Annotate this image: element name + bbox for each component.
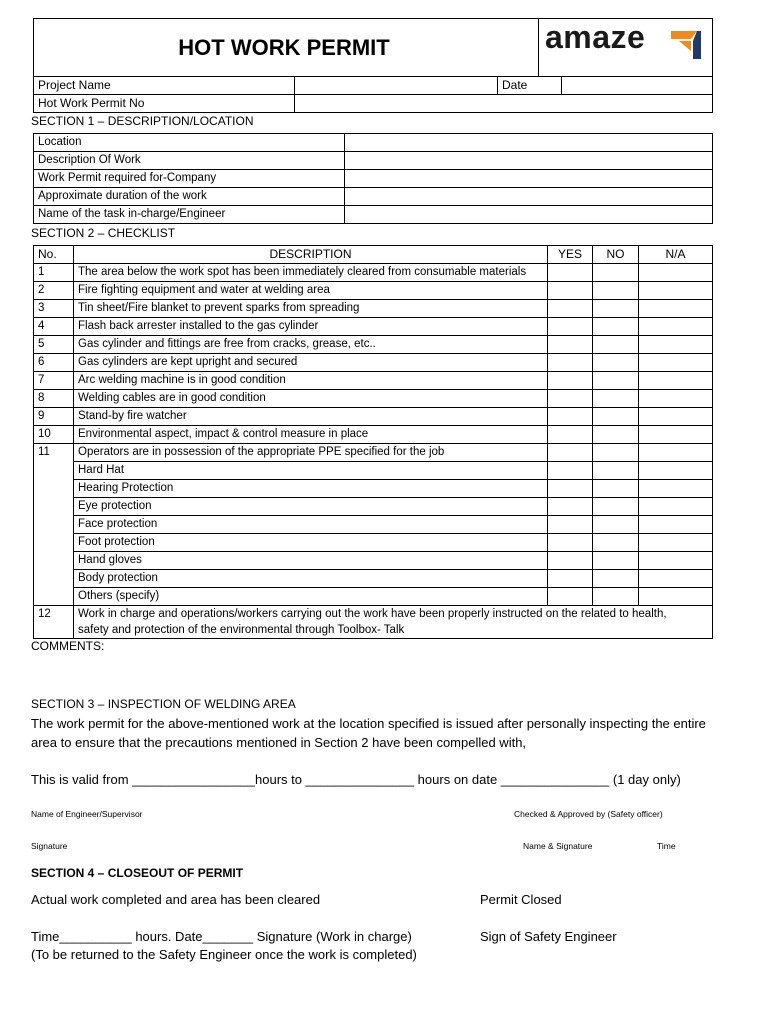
ppe-item: Hard Hat (74, 462, 548, 480)
yes-checkbox[interactable] (548, 300, 593, 318)
na-checkbox[interactable] (639, 498, 713, 516)
item-text: Operators are in possession of the appropriate PPE specified for the job (74, 444, 548, 462)
na-checkbox[interactable] (639, 516, 713, 534)
ppe-row (34, 516, 713, 534)
no-checkbox[interactable] (593, 462, 639, 480)
no-checkbox[interactable] (593, 408, 639, 426)
no-checkbox[interactable] (593, 534, 639, 552)
engineer-supervisor-label: Name of Engineer/Supervisor (31, 809, 143, 819)
logo-mark-icon (669, 27, 703, 61)
checklist-row (34, 408, 713, 426)
checklist-table (33, 245, 713, 639)
permit-closed-label: Permit Closed (480, 892, 562, 907)
yes-checkbox[interactable] (548, 318, 593, 336)
item-text: Welding cables are in good condition (74, 390, 548, 408)
ppe-item: Hand gloves (74, 552, 548, 570)
ppe-item: Hearing Protection (74, 480, 548, 498)
section1-title: SECTION 1 – DESCRIPTION/LOCATION (31, 114, 254, 128)
checklist-row (34, 336, 713, 354)
yes-checkbox[interactable] (548, 498, 593, 516)
na-checkbox[interactable] (639, 444, 713, 462)
checklist-row (34, 444, 713, 462)
na-checkbox[interactable] (639, 534, 713, 552)
ppe-item: Body protection (74, 570, 548, 588)
yes-checkbox[interactable] (548, 264, 593, 282)
header-yes: YES (548, 246, 593, 264)
item-no: 2 (34, 282, 74, 300)
ppe-row (34, 498, 713, 516)
ppe-item: Foot protection (74, 534, 548, 552)
checklist-row (34, 426, 713, 444)
na-checkbox[interactable] (639, 390, 713, 408)
header-description: DESCRIPTION (74, 246, 548, 264)
na-checkbox[interactable] (639, 318, 713, 336)
no-checkbox[interactable] (593, 570, 639, 588)
item-text: Stand-by fire watcher (74, 408, 548, 426)
na-checkbox[interactable] (639, 426, 713, 444)
section1-table (33, 133, 713, 224)
item-text: Gas cylinder and fittings are free from cracks, grease, etc.. (74, 336, 548, 354)
yes-checkbox[interactable] (548, 354, 593, 372)
time-date-signature-line: Time__________ hours. Date_______ Signature (Work in charge) (31, 929, 412, 944)
checklist-row (34, 300, 713, 318)
engineer-label: Name of the task in-charge/Engineer (34, 206, 345, 224)
project-name-field[interactable] (295, 77, 498, 95)
yes-checkbox[interactable] (548, 552, 593, 570)
item-no: 3 (34, 300, 74, 318)
header-title-table (33, 18, 713, 77)
item12-line1: Work in charge and operations/workers carrying out the work have been properly instructed on the related to health, (78, 608, 667, 620)
yes-checkbox[interactable] (548, 282, 593, 300)
header-no-col: NO (593, 246, 639, 264)
ppe-item: Face protection (74, 516, 548, 534)
location-label: Location (34, 134, 345, 152)
item-no: 6 (34, 354, 74, 372)
item-no: 11 (34, 444, 74, 606)
yes-checkbox[interactable] (548, 444, 593, 462)
comments-label: COMMENTS: (31, 639, 105, 653)
yes-checkbox[interactable] (548, 372, 593, 390)
engineer-field[interactable] (345, 206, 713, 224)
section2-title: SECTION 2 – CHECKLIST (31, 226, 176, 240)
ppe-row (34, 480, 713, 498)
na-checkbox[interactable] (639, 372, 713, 390)
approved-by-label: Checked & Approved by (Safety officer) (514, 809, 663, 819)
yes-checkbox[interactable] (548, 408, 593, 426)
section3-para-line1: The work permit for the above-mentioned work at the location specified is issued after personally inspecting the entire (31, 716, 706, 731)
validity-line: This is valid from _________________hours to _______________ hours on date _______________ (1 day only) (31, 772, 681, 787)
item-no: 12 (34, 606, 74, 639)
no-checkbox[interactable] (593, 426, 639, 444)
ppe-row (34, 534, 713, 552)
work-completed-text: Actual work completed and area has been cleared (31, 892, 321, 907)
header-na: N/A (639, 246, 713, 264)
item-text: Fire fighting equipment and water at welding area (74, 282, 548, 300)
item-text: Environmental aspect, impact & control measure in place (74, 426, 548, 444)
date-label: Date (498, 77, 562, 95)
checklist-row (34, 282, 713, 300)
ppe-row (34, 462, 713, 480)
signature-label: Signature (31, 841, 68, 851)
yes-checkbox[interactable] (548, 534, 593, 552)
no-checkbox[interactable] (593, 588, 639, 606)
description-field[interactable] (345, 152, 713, 170)
company-label: Work Permit required for-Company (34, 170, 345, 188)
item-text: Gas cylinders are kept upright and secured (74, 354, 548, 372)
header-no: No. (34, 246, 74, 264)
item12-line2: safety and protection of the environmental through Toolbox- Talk (78, 624, 405, 636)
project-info-table (33, 76, 713, 113)
yes-checkbox[interactable] (548, 480, 593, 498)
logo-text: amaze (545, 19, 646, 55)
checklist-row (34, 606, 713, 639)
section3-title: SECTION 3 – INSPECTION OF WELDING AREA (31, 697, 296, 711)
yes-checkbox[interactable] (548, 516, 593, 534)
no-checkbox[interactable] (593, 300, 639, 318)
checklist-row (34, 354, 713, 372)
yes-checkbox[interactable] (548, 570, 593, 588)
item-text: Flash back arrester installed to the gas cylinder (74, 318, 548, 336)
checklist-row (34, 372, 713, 390)
item-no: 9 (34, 408, 74, 426)
permit-no-label: Hot Work Permit No (34, 95, 295, 113)
item-no: 10 (34, 426, 74, 444)
logo (539, 19, 713, 77)
item-text: Arc welding machine is in good condition (74, 372, 548, 390)
yes-checkbox[interactable] (548, 336, 593, 354)
description-label: Description Of Work (34, 152, 345, 170)
ppe-item: Others (specify) (74, 588, 548, 606)
section3-para-line2: area to ensure that the precautions mentioned in Section 2 have been compelled with, (31, 735, 527, 750)
na-checkbox[interactable] (639, 462, 713, 480)
yes-checkbox[interactable] (548, 588, 593, 606)
na-checkbox[interactable] (639, 264, 713, 282)
yes-checkbox[interactable] (548, 462, 593, 480)
checklist-row (34, 318, 713, 336)
na-checkbox[interactable] (639, 300, 713, 318)
na-checkbox[interactable] (639, 552, 713, 570)
no-checkbox[interactable] (593, 264, 639, 282)
section4-title: SECTION 4 – CLOSEOUT OF PERMIT (31, 866, 244, 880)
na-checkbox[interactable] (639, 336, 713, 354)
ppe-row (34, 552, 713, 570)
company-field[interactable] (345, 170, 713, 188)
ppe-row (34, 570, 713, 588)
location-field[interactable] (345, 134, 713, 152)
no-checkbox[interactable] (593, 498, 639, 516)
project-name-label: Project Name (34, 77, 295, 95)
no-checkbox[interactable] (593, 480, 639, 498)
item-no: 7 (34, 372, 74, 390)
na-checkbox[interactable] (639, 588, 713, 606)
item-text: Tin sheet/Fire blanket to prevent sparks from spreading (74, 300, 548, 318)
yes-checkbox[interactable] (548, 390, 593, 408)
permit-no-field[interactable] (295, 95, 713, 113)
time-label: Time (657, 841, 676, 851)
item-text (74, 606, 713, 639)
no-checkbox[interactable] (593, 444, 639, 462)
no-checkbox[interactable] (593, 516, 639, 534)
na-checkbox[interactable] (639, 408, 713, 426)
checklist-body (34, 264, 713, 639)
ppe-item: Eye protection (74, 498, 548, 516)
na-checkbox[interactable] (639, 570, 713, 588)
checklist-row (34, 264, 713, 282)
na-checkbox[interactable] (639, 480, 713, 498)
yes-checkbox[interactable] (548, 426, 593, 444)
ppe-row (34, 588, 713, 606)
date-field[interactable] (562, 77, 713, 95)
return-note: (To be returned to the Safety Engineer once the work is completed) (31, 947, 417, 962)
item-text: The area below the work spot has been immediately cleared from consumable materials (74, 264, 548, 282)
no-checkbox[interactable] (593, 372, 639, 390)
na-checkbox[interactable] (639, 354, 713, 372)
item-no: 8 (34, 390, 74, 408)
no-checkbox[interactable] (593, 336, 639, 354)
no-checkbox[interactable] (593, 282, 639, 300)
item-no: 1 (34, 264, 74, 282)
name-signature-label: Name & Signature (523, 841, 593, 851)
duration-label: Approximate duration of the work (34, 188, 345, 206)
checklist-row (34, 390, 713, 408)
item-no: 4 (34, 318, 74, 336)
item-no: 5 (34, 336, 74, 354)
na-checkbox[interactable] (639, 282, 713, 300)
safety-engineer-sign-label: Sign of Safety Engineer (480, 929, 617, 944)
page-title: HOT WORK PERMIT (34, 19, 539, 77)
no-checkbox[interactable] (593, 552, 639, 570)
no-checkbox[interactable] (593, 318, 639, 336)
no-checkbox[interactable] (593, 354, 639, 372)
duration-field[interactable] (345, 188, 713, 206)
no-checkbox[interactable] (593, 390, 639, 408)
